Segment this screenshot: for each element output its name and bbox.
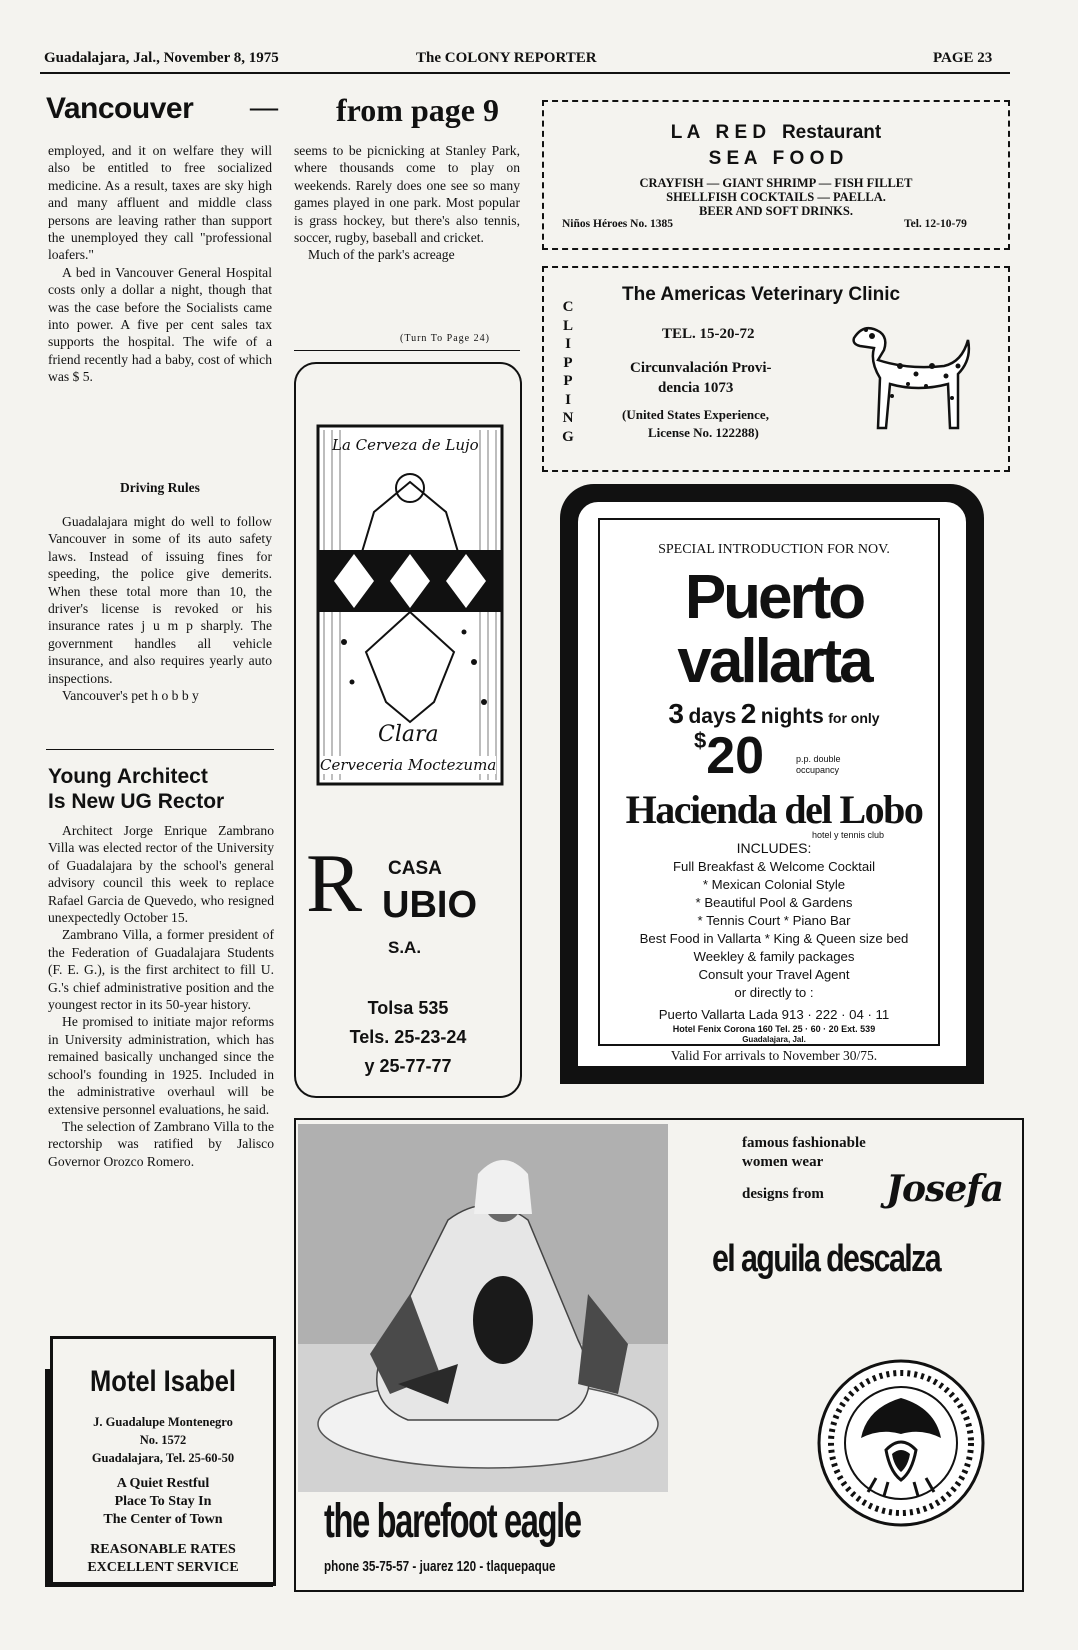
valid-note: Valid For arrivals to November 30/75. [670, 1048, 878, 1063]
clipping-letter: C [562, 299, 574, 315]
paragraph: Zambrano Villa, a former president of the Federation of Guadalajara Students (F. E. G.), is the first architect to fill U. G.'s chief administrative position and the youngest rector in its 50-year history. [48, 927, 274, 1013]
includes-item: * Beautiful Pool & Gardens [695, 895, 853, 910]
header-rule [40, 72, 1010, 74]
includes-heading: INCLUDES: [736, 840, 812, 856]
includes-item: or directly to : [734, 985, 814, 1000]
headline-line: Is New UG Rector [48, 790, 225, 813]
col2-rule [294, 350, 520, 351]
vet-note-line: (United States Experience, [622, 407, 769, 422]
paragraph: employed, and it on welfare they will also be entitled to free socialized medicine. As a result, taxes are sky high and many affluent and middle class persons are leaving rather than support the unemployed they call "professional loafers." [48, 143, 272, 263]
la-red-ad [542, 100, 1010, 250]
price-note [796, 754, 841, 776]
la-red-menu-line: SHELLFISH COCKTAILS — PAELLA. [666, 190, 886, 204]
paragraph: Vancouver's pet h o b b y [62, 688, 199, 704]
rubio-address: Tolsa 535 [367, 998, 449, 1018]
motel-addr-line: No. 1572 [139, 1433, 187, 1447]
motel-addr-line: Guadalajara, Tel. 25-60-50 [91, 1451, 235, 1465]
nights-number: 2 [740, 698, 757, 729]
la-red-address: Niños Héroes No. 1385 [562, 218, 673, 230]
includes-item: Consult your Travel Agent [698, 967, 850, 982]
paragraph: Guadalajara might do well to follow Vancouver in some of its auto safety laws. Instead of issuing fines for speeding, the police give demerits. When these total more than 10, the driver's license is revoked or his insurance rates j u m p sharply. The government handles all vehicle insurance, and also requires yearly auto inspections. [48, 514, 272, 686]
clipping-vertical [560, 298, 576, 446]
designer-signature: Josefa [886, 1168, 1004, 1210]
can-bottom-text: Cerveceria Moctezuma [320, 756, 497, 774]
barefoot-eagle-ad [294, 1118, 1024, 1592]
vancouver-col2 [294, 142, 520, 264]
days-label: days [688, 705, 737, 728]
price-note-line: p.p. double [796, 754, 841, 764]
clipping-letter: I [565, 391, 571, 408]
vallarta-title-line: Puerto [684, 563, 864, 632]
motel-address [53, 1413, 273, 1467]
vet-address [630, 358, 772, 398]
architect-body [48, 822, 274, 1170]
vet-note [622, 406, 769, 442]
rubio-logo-r: R [306, 837, 363, 930]
rubio-casa: CASA [388, 858, 442, 879]
vallarta-ad [576, 500, 968, 1068]
vet-clinic-ad [542, 266, 1010, 472]
headline-from-page: from page 9 [336, 92, 499, 128]
motel-rates [53, 1541, 273, 1577]
barefoot-eagle-phone: phone 35-75-57 - juarez 120 - tlaquepaque [324, 1558, 556, 1575]
hotel-name: Hacienda del Lobo [625, 787, 923, 832]
clipping-letter: G [562, 428, 574, 445]
rubio-contact [296, 994, 520, 1081]
motel-isabel-ad [50, 1336, 276, 1586]
includes-item: Full Breakfast & Welcome Cocktail [672, 859, 876, 874]
vallarta-title-line: vallarta [677, 627, 871, 696]
motel-tag-line: A Quiet Restful [116, 1476, 210, 1491]
motel-addr-line: J. Guadalupe Montenegro [93, 1415, 233, 1429]
la-red-subtitle: S E A F O O D [708, 148, 844, 169]
fashion-photo [298, 1124, 668, 1492]
hotel-sub: hotel y tennis club [812, 830, 885, 840]
motel-shadow-bottom [45, 1582, 273, 1587]
la-red-menu-line: CRAYFISH — GIANT SHRIMP — FISH FILLET [639, 176, 913, 190]
casa-rubio-ad [294, 362, 522, 1098]
paragraph: Architect Jorge Enrique Zambrano Villa was elected rector of the University of Guadalajara by the school's general advisory council this week to replace Rafael Garcia de Quevedo, who resigned unexpectedly October 15. [48, 823, 274, 926]
paragraph: seems to be picnicking at Stanley Park, where thousands come to play on weekends. Rarely does one see so many games played in one park. Most popular is grass hockey, but there's also tennis, soccer, rugby, baseball and cricket. [294, 143, 520, 246]
motel-rate-line: REASONABLE RATES [90, 1542, 236, 1557]
vet-addr-line: Circunvalación Provi- [630, 360, 772, 376]
includes-item: Best Food in Vallarta * King & Queen size bed [639, 931, 909, 946]
motel-tagline [53, 1475, 273, 1529]
can-top-text: La Cerveza de Lujo [332, 436, 479, 454]
headline-line: Young Architect [48, 765, 208, 788]
motel-tag-line: Place To Stay In [114, 1494, 212, 1509]
vallarta-offer [578, 698, 970, 730]
rubio-tels: Tels. 25-23-24 [349, 1027, 467, 1047]
paper-name: The COLONY REPORTER [416, 50, 597, 66]
motel-name: Motel Isabel [90, 1365, 236, 1398]
dateline: Guadalajara, Jal., November 8, 1975 [44, 50, 279, 66]
price-currency: $ [694, 728, 707, 753]
vet-note-line: License No. 122288) [648, 425, 759, 440]
vallarta-title [578, 563, 970, 696]
vet-name: The Americas Veterinary Clinic [622, 284, 901, 305]
clipping-letter: I [565, 336, 571, 352]
headline-vancouver: Vancouver [46, 92, 194, 125]
can-script-text: Clara [378, 722, 439, 747]
dalmatian-icon [842, 316, 992, 446]
la-red-name: L A R E D Restaurant [670, 122, 882, 143]
eagle-intro-line: women wear [742, 1154, 824, 1170]
vallarta-special: SPECIAL INTRODUCTION FOR NOV. [658, 542, 890, 557]
includes-item: * Tennis Court * Piano Bar [697, 913, 851, 928]
page-number: PAGE 23 [933, 50, 993, 66]
rubio-sa: S.A. [388, 938, 422, 957]
jump-line: (Turn To Page 24) [400, 333, 490, 344]
vallarta-price [694, 728, 764, 784]
la-red-menu [544, 176, 1008, 218]
includes-item: * Mexican Colonial Style [702, 877, 846, 892]
paragraph: A bed in Vancouver General Hospital costs only a dollar a night, though that was the case before the Socialists came into power. A five per cent sales tax supports the hospital. The wife of a friend recently had a baby, cost of which was $ 5. [48, 264, 272, 385]
hotel-fenix: Hotel Fenix Corona 160 Tel. 25 · 60 · 20 Ext. 539 [672, 1024, 876, 1034]
clipping-letter: L [562, 317, 573, 334]
motel-tag-line: The Center of Town [103, 1512, 223, 1527]
paragraph: Much of the park's acreage [308, 247, 455, 263]
col1-rule [46, 749, 274, 750]
includes-list [578, 858, 970, 1024]
price-note-line: occupancy [796, 765, 840, 775]
days-number: 3 [668, 698, 684, 729]
eagle-emblem-icon [816, 1358, 986, 1528]
rubio-name: UBIO [382, 884, 477, 926]
rubio-tels: y 25-77-77 [364, 1056, 452, 1076]
can-mid-text [378, 554, 379, 555]
eagle-intro [742, 1134, 866, 1172]
includes-item: Puerto Vallarta Lada 913 · 222 · 04 · 11 [658, 1007, 890, 1022]
vet-tel: TEL. 15-20-72 [662, 326, 755, 342]
spanish-name: el aguila descalza [712, 1238, 941, 1280]
motel-rate-line: EXCELLENT SERVICE [87, 1560, 239, 1575]
paragraph: The selection of Zambrano Villa to the rectorship was ratified by Jalisco Governor Orozco Romero. [48, 1118, 274, 1169]
la-red-tel: Tel. 12-10-79 [904, 218, 967, 230]
hotel-city: Guadalajara, Jal. [742, 1035, 806, 1044]
eagle-intro-line: famous fashionable [742, 1135, 866, 1151]
price-value: 20 [706, 727, 765, 785]
for-only-label: for only [828, 710, 880, 726]
clipping-letter: P [563, 373, 573, 389]
eagle-designs: designs from [742, 1186, 824, 1202]
motel-shadow-left [45, 1369, 51, 1583]
includes-item: Weekley & family packages [693, 949, 855, 964]
model-illustration [298, 1124, 668, 1492]
subhead-driving-rules: Driving Rules [120, 480, 200, 495]
headline-architect [48, 764, 224, 814]
la-red-menu-line: BEER AND SOFT DRINKS. [699, 204, 853, 218]
clipping-letter: P [563, 354, 573, 371]
vancouver-col1-b [48, 513, 272, 704]
paragraph: He promised to initiate major reforms in University administration, which has remained basically unchanged since the school's founding in 1925. Included in the administrative overhaul will be extensive personnel evaluations, he said. [48, 1014, 274, 1117]
vancouver-col1 [48, 142, 272, 386]
barefoot-eagle-name: the barefoot eagle [324, 1495, 581, 1548]
clipping-letter: N [562, 410, 574, 426]
nights-label: nights [760, 705, 824, 728]
headline-dash: — [250, 92, 278, 123]
vet-addr-line: dencia 1073 [658, 380, 734, 396]
